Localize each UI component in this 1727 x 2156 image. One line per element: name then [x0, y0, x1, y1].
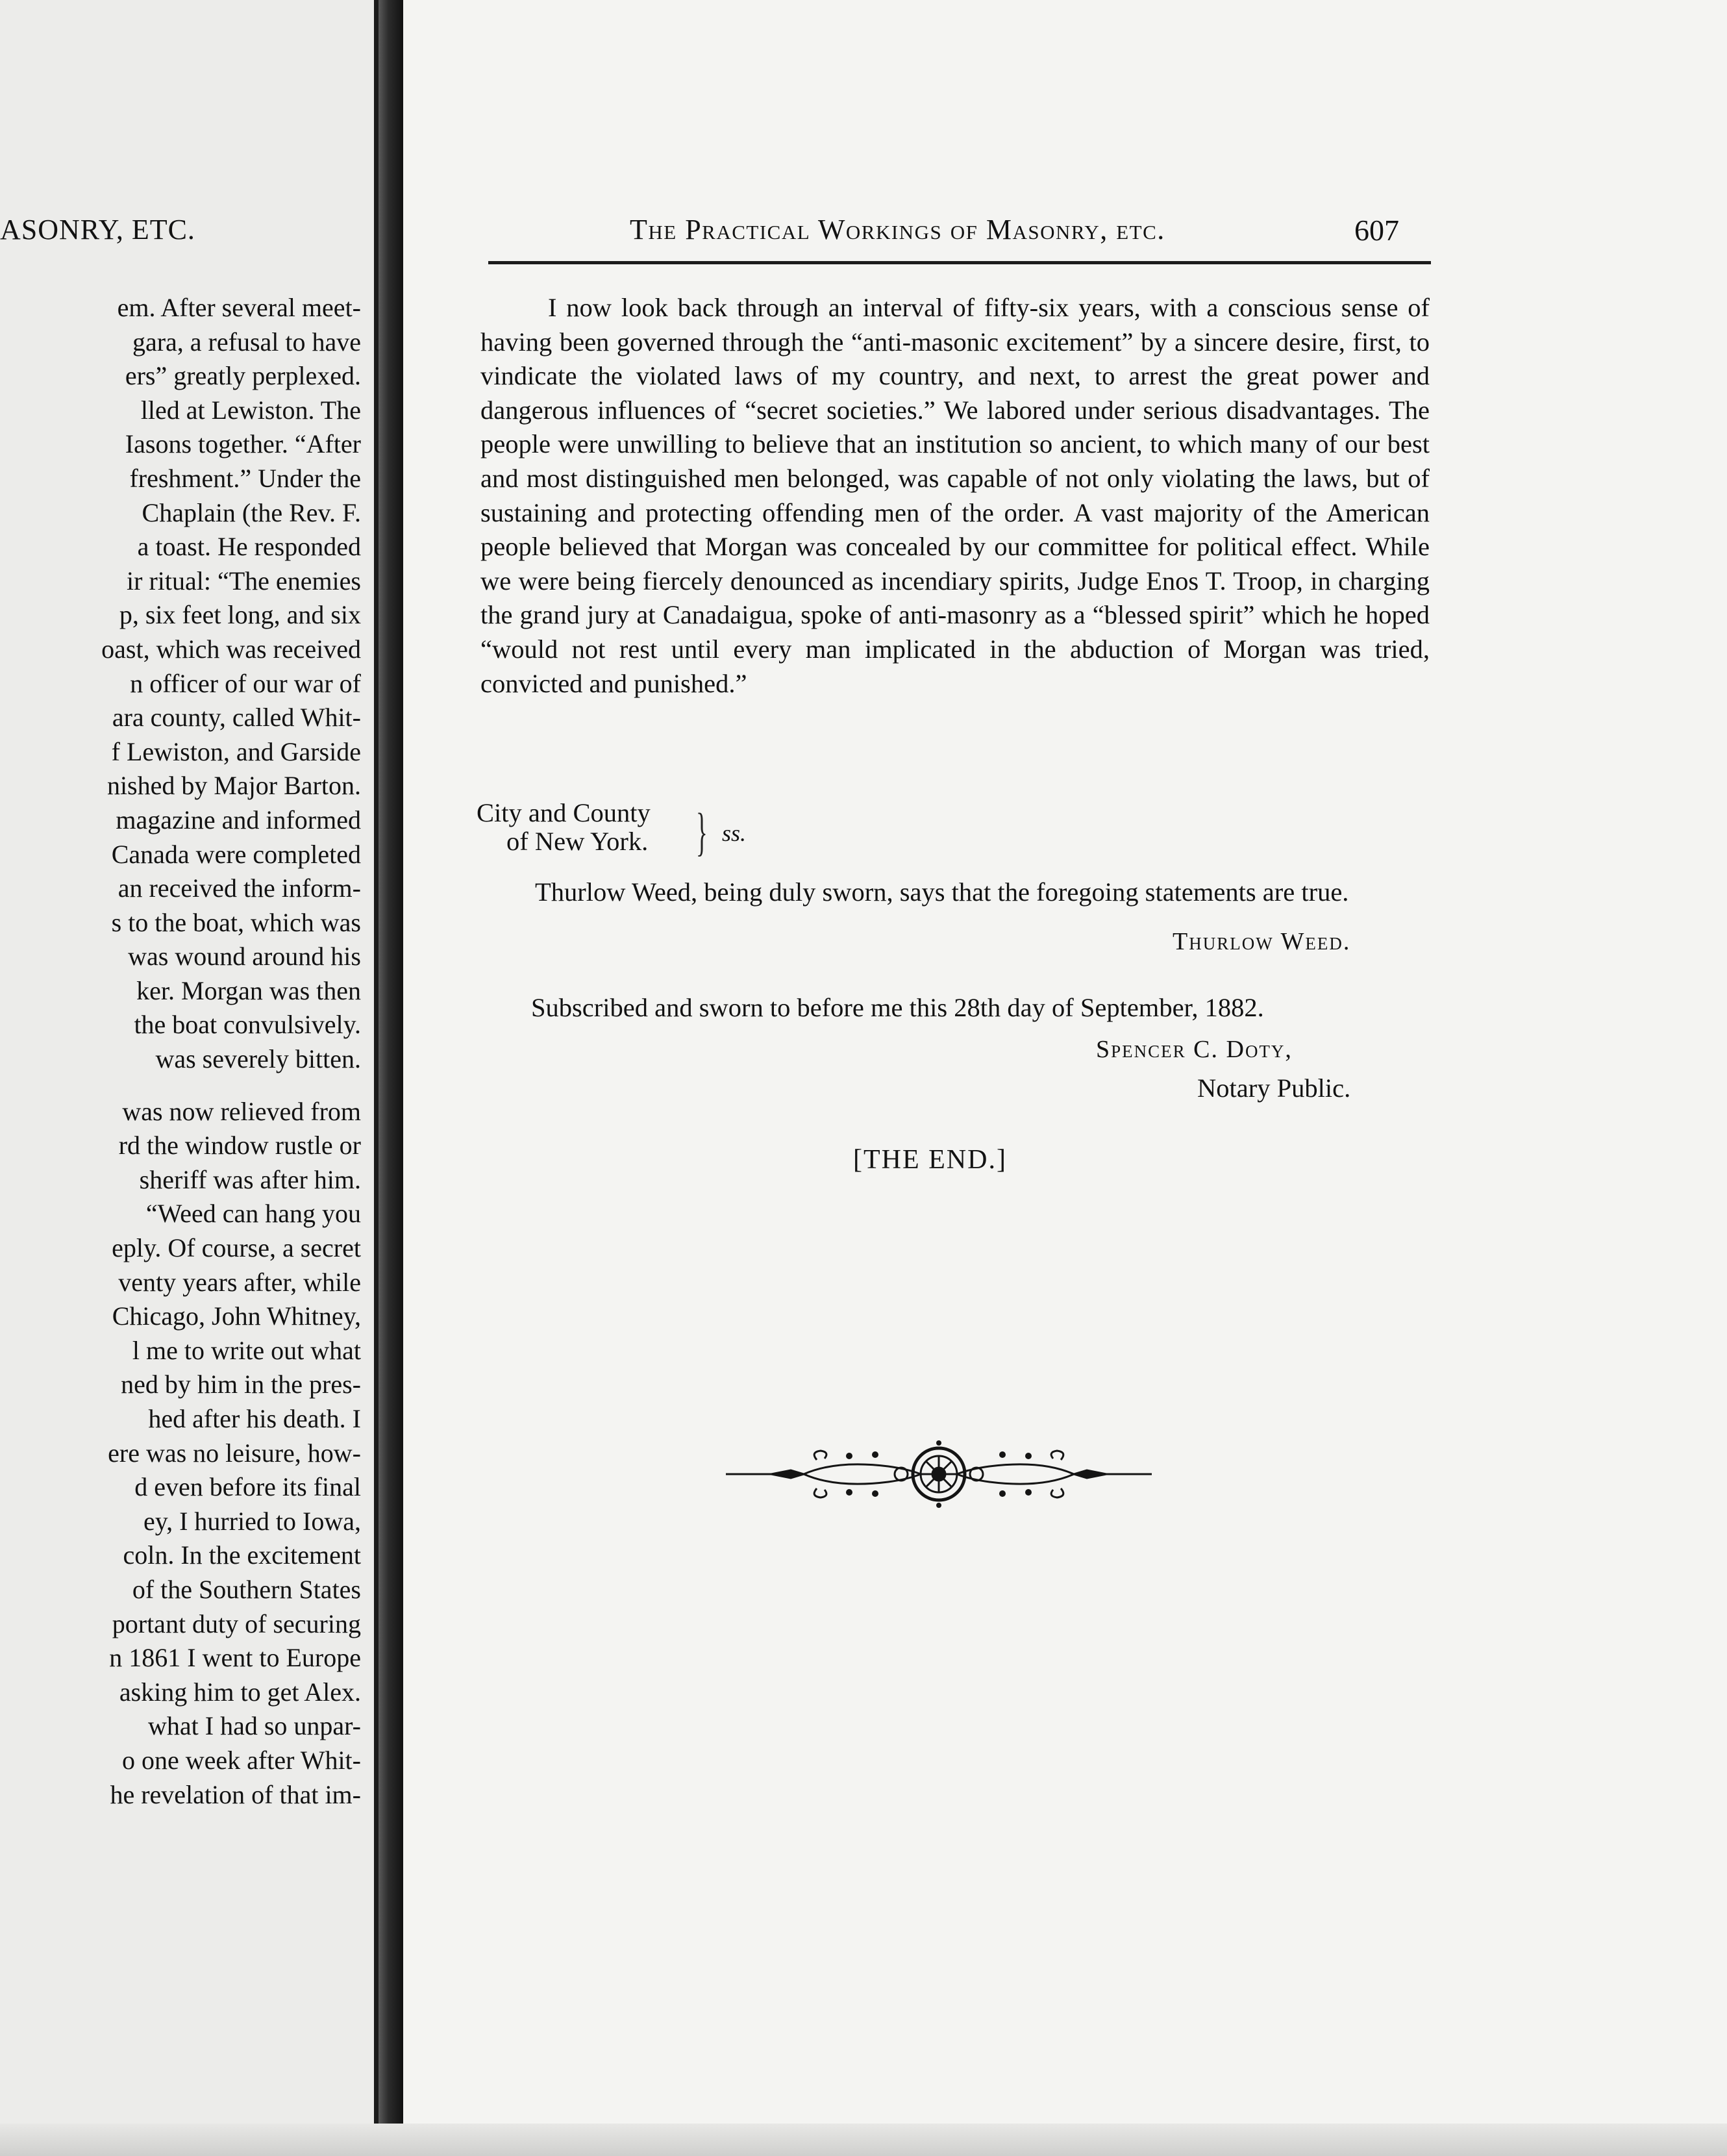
- left-page-line: nished by Major Barton.: [106, 771, 361, 801]
- left-page-line: he revelation of that im-: [110, 1779, 361, 1809]
- running-header: [630, 213, 1399, 255]
- left-page-line: portant duty of securing: [112, 1609, 361, 1638]
- venue-line-2: of New York.: [506, 827, 649, 856]
- left-page-line: f Lewiston, and Garside: [111, 736, 361, 766]
- left-page-text: [0, 291, 361, 1812]
- left-page-line: Chicago, John Whitney,: [112, 1301, 361, 1331]
- venue-brace: }: [696, 802, 708, 861]
- left-page-line: what I had so unpar-: [148, 1711, 361, 1741]
- left-running-head: ASONRY, ETC.: [0, 214, 195, 245]
- left-page-line: oast, which was received: [101, 634, 361, 664]
- left-page-line: was severely bitten.: [155, 1044, 361, 1074]
- left-page-line: rd the window rustle or: [118, 1131, 361, 1160]
- left-page-line: eply. Of course, a secret: [112, 1233, 361, 1263]
- left-paragraph-gap: [0, 1077, 361, 1095]
- notary-name: Spencer C. Doty,: [1096, 1036, 1293, 1063]
- header-rule: [488, 261, 1431, 264]
- left-page-line: gara, a refusal to have: [132, 327, 361, 357]
- left-page-line: n 1861 I went to Europe: [109, 1643, 361, 1673]
- left-page-line: venty years after, while: [118, 1267, 361, 1297]
- venue-ss: ss.: [722, 820, 747, 846]
- left-page-line: ker. Morgan was then: [136, 975, 361, 1005]
- left-page-line: ned by him in the pres-: [121, 1370, 361, 1399]
- left-page-line: “Weed can hang you: [145, 1199, 361, 1229]
- decorative-tailpiece-ornament: [726, 1440, 1152, 1508]
- venue-line-1: City and County: [477, 798, 651, 827]
- venue-block: [477, 799, 651, 856]
- left-page-line: ara county, called Whit-: [112, 703, 361, 733]
- left-page-line: ers” greatly perplexed.: [125, 361, 361, 391]
- left-page-line: the boat convulsively.: [134, 1010, 361, 1040]
- running-title: The Practical Workings of Masonry, etc.: [630, 214, 1165, 245]
- left-page-line: lled at Lewiston. The: [140, 395, 361, 425]
- book-gutter: [379, 0, 403, 2156]
- left-page-line: Iasons together. “After: [125, 429, 361, 459]
- jurat-text: Subscribed and sworn to before me this 28th day of September, 1882.: [531, 993, 1264, 1022]
- left-page-line: sheriff was after him.: [139, 1164, 361, 1194]
- left-page-line: an received the inform-: [118, 873, 361, 903]
- affidavit-statement: [475, 875, 1421, 909]
- left-page-line: a toast. He responded: [137, 532, 361, 562]
- left-page-line: n officer of our war of: [130, 668, 361, 698]
- paragraph-text: I now look back through an interval of fifty-six years, with a conscious sense of having been governed through the “anti-masonic excitement” by a sincere desire, first, to vindicate the violated laws of my country, and next, to arrest the great power and dangerous influences of “secret societies.” We labored under serious disadvantages. The people were unwilling to believe that an institution so ancient, to which many of our best and most distinguished men belonged, was capable of not only violating the laws, but of sustaining and protecting offending men of the order. A vast majority of the American people believed that Morgan was concealed by our committee for political effect. While we were being fiercely denounced as incendiary spirits, Judge Enos T. Troop, in charging the grand jury at Canadaigua, spoke of anti-masonry as a “blessed spirit” which he hoped “would not rest until every man implicated in the abduction of Morgan was tried, convicted and punished.”: [480, 293, 1430, 698]
- left-page-line: em. After several meet-: [117, 293, 361, 322]
- left-page-line: s to the boat, which was: [111, 907, 361, 937]
- left-page-line: Canada were completed: [111, 839, 361, 869]
- bottom-page-shadow: [0, 2124, 1727, 2156]
- page-number: 607: [1354, 214, 1399, 247]
- left-page-line: of the Southern States: [132, 1574, 361, 1604]
- main-paragraph: [480, 291, 1430, 701]
- left-page-line: o one week after Whit-: [122, 1745, 361, 1775]
- left-page-line: ir ritual: “The enemies: [127, 566, 361, 595]
- left-page-line: hed after his death. I: [148, 1404, 361, 1433]
- left-page-line: ere was no leisure, how-: [108, 1438, 361, 1468]
- left-page-line: freshment.” Under the: [129, 463, 361, 493]
- left-page-line: asking him to get Alex.: [119, 1677, 361, 1707]
- notary-title: Notary Public.: [1197, 1073, 1351, 1103]
- left-page-line: ey, I hurried to Iowa,: [143, 1506, 361, 1536]
- left-page-line: Chaplain (the Rev. F.: [142, 497, 361, 527]
- left-page-line: p, six feet long, and six: [119, 600, 361, 630]
- affidavit-text: Thurlow Weed, being duly sworn, says that the foregoing statements are true.: [535, 877, 1349, 907]
- left-page-edge: [374, 0, 379, 2156]
- left-page-line: coln. In the excitement: [123, 1540, 361, 1570]
- left-page-line: d even before its final: [134, 1472, 361, 1502]
- left-page-line: magazine and informed: [116, 805, 361, 834]
- the-end-marker: [THE END.]: [853, 1145, 1007, 1175]
- facing-left-page: [0, 0, 383, 2156]
- left-page-line: l me to write out what: [132, 1335, 361, 1365]
- affiant-signature: Thurlow Weed.: [1173, 928, 1351, 955]
- left-page-line: was now relieved from: [122, 1096, 361, 1126]
- left-page-line: was wound around his: [128, 942, 361, 971]
